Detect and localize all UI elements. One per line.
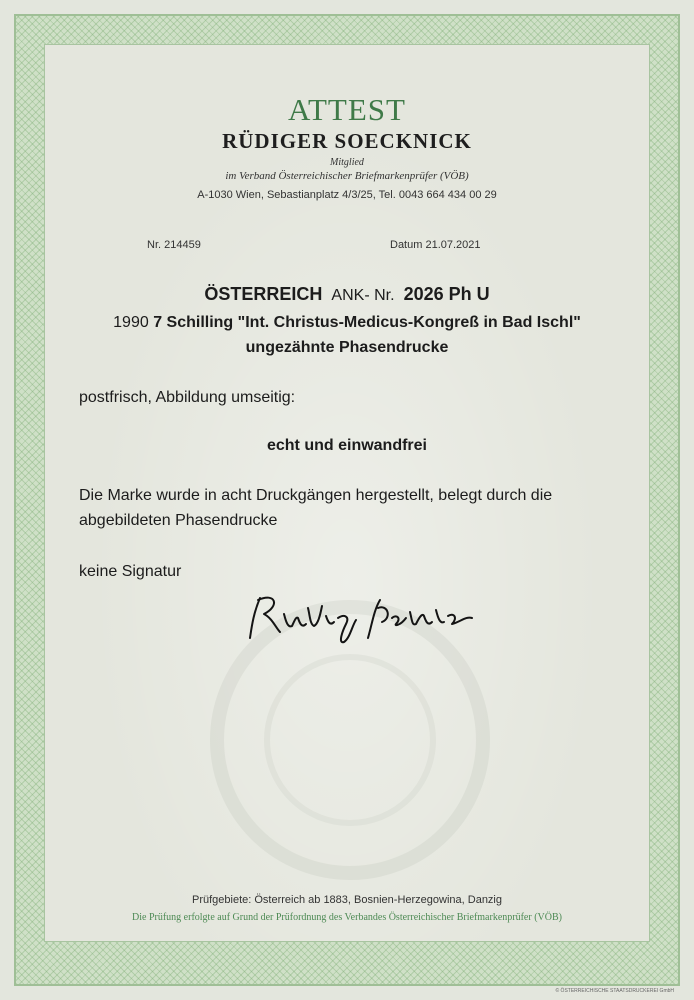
printer-imprint: © ÖSTERREICHISCHE STAATSDRUCKEREI GmbH [555,988,674,994]
stamp-catalog-line [0,284,694,305]
description-line-2: abgebildeten Phasendrucke [79,512,278,529]
signature-note: keine Signatur [79,563,182,580]
description-line-1: Die Marke wurde in acht Druckgängen hergestellt, belegt durch die [79,487,553,504]
stamp-variant: ungezähnte Phasendrucke [245,339,449,356]
stamp-year: 1990 [113,314,149,331]
stamp-issue: 7 Schilling "Int. Christus-Medicus-Kongreß in Bad Ischl" [153,314,581,331]
certificate-date: Datum 21.07.2021 [390,239,481,251]
examiner-name: RÜDIGER SOECKNICK [222,129,472,153]
stamp-issue-line [0,314,694,332]
certificate-number: Nr. 214459 [147,239,201,251]
examination-areas: Prüfgebiete: Österreich ab 1883, Bosnien-Herzegowina, Danzig [191,894,502,906]
catalog-number: 2026 Ph U [403,284,490,304]
association-name: im Verband Österreichischer Briefmarkenprüfer (VÖB) [225,170,469,182]
verdict: echt und einwandfrei [266,437,427,454]
stamp-country: ÖSTERREICH [204,284,323,304]
catalog-label: ANK- Nr. [331,287,395,304]
stamp-condition: postfrisch, Abbildung umseitig: [79,389,296,406]
examination-regulation: Die Prüfung erfolgte auf Grund der Prüfordnung des Verbandes Österreichischer Briefmarkenprüfer (VÖB) [132,912,562,923]
attest-title: ATTEST [288,92,406,127]
examiner-address: A-1030 Wien, Sebastianplatz 4/3/25, Tel. 0043 664 434 00 29 [197,189,497,201]
member-label: Mitglied [330,157,364,168]
handwritten-signature [246,588,476,648]
